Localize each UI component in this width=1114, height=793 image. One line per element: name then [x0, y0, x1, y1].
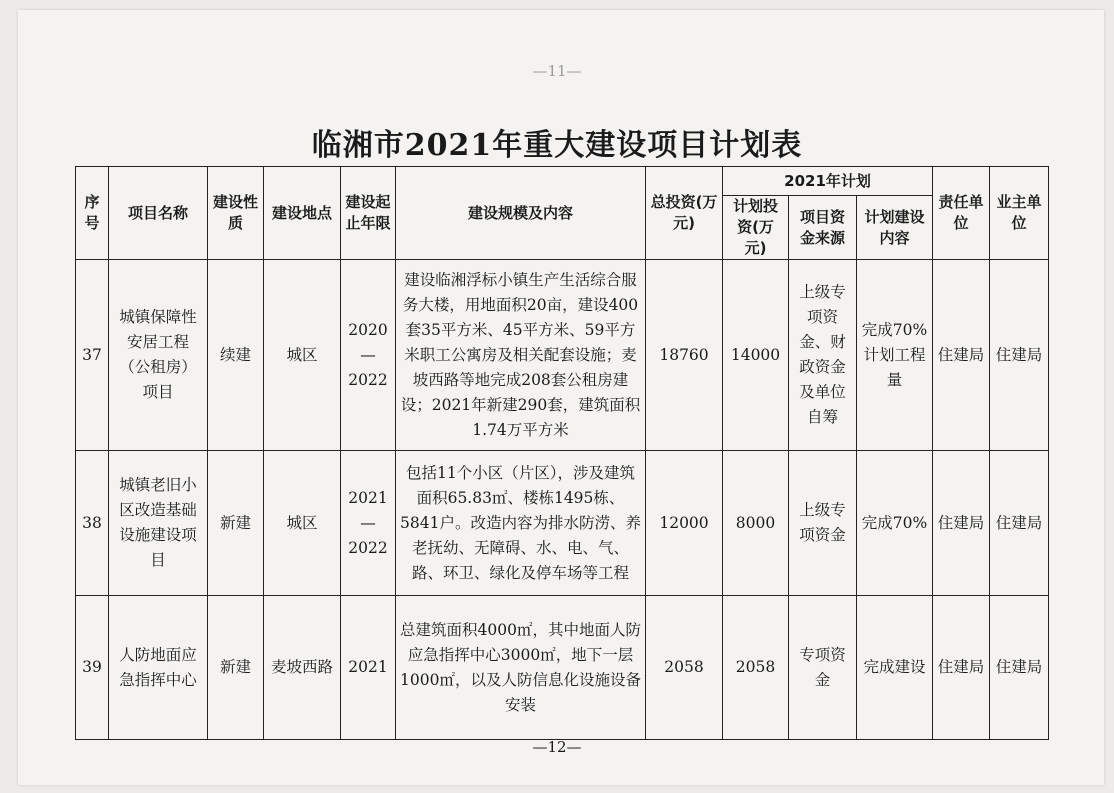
cell-scale: 包括11个小区（片区），涉及建筑面积65.83㎡、楼栋1495栋、5841户。改造内容为排水防涝、养老抚幼、无障碍、水、电、气、路、环卫、绿化及停车场等工程 [396, 451, 646, 596]
cell-responsible: 住建局 [933, 260, 990, 451]
cell-plan-content: 完成建设 [857, 596, 933, 740]
cell-scale: 总建筑面积4000㎡，其中地面人防应急指挥中心3000㎡，地下一层1000㎡，以及人防信息化设施设备安装 [396, 596, 646, 740]
header-seq: 序号 [76, 167, 109, 260]
cell-name: 城镇保障性安居工程（公租房）项目 [109, 260, 208, 451]
cell-location: 麦坡西路 [264, 596, 341, 740]
cell-nature: 新建 [208, 451, 264, 596]
cell-seq: 39 [76, 596, 109, 740]
header-name: 项目名称 [109, 167, 208, 260]
cell-scale: 建设临湘浮标小镇生产生活综合服务大楼，用地面积20亩，建设400套35平方米、45平方米、59平方米职工公寓房及相关配套设施；麦坡西路等地完成208套公租房建设；2021年新建290套，建筑面积1.74万平方米 [396, 260, 646, 451]
header-plan-invest: 计划投资(万元) [723, 196, 789, 260]
cell-plan-content: 完成70% [857, 451, 933, 596]
cell-owner: 住建局 [990, 451, 1049, 596]
cell-nature: 续建 [208, 260, 264, 451]
cell-responsible: 住建局 [933, 596, 990, 740]
header-responsible: 责任单位 [933, 167, 990, 260]
cell-location: 城区 [264, 260, 341, 451]
cell-fund-source: 专项资金 [789, 596, 857, 740]
cell-total-invest: 18760 [646, 260, 723, 451]
cell-period: 2020—2022 [341, 260, 396, 451]
header-plan-2021: 2021年计划 [723, 167, 933, 196]
table-row [76, 596, 1049, 740]
cell-total-invest: 2058 [646, 596, 723, 740]
bleed-through-page-number: —11— [532, 62, 582, 80]
cell-plan-content: 完成70%计划工程量 [857, 260, 933, 451]
header-row-1 [76, 167, 1049, 196]
cell-seq: 38 [76, 451, 109, 596]
header-total-invest: 总投资(万元) [646, 167, 723, 260]
table-row [76, 260, 1049, 451]
header-fund-source: 项目资金来源 [789, 196, 857, 260]
header-location: 建设地点 [264, 167, 341, 260]
cell-owner: 住建局 [990, 260, 1049, 451]
document-title: 临湘市2021年重大建设项目计划表 [311, 128, 803, 163]
project-plan-table [75, 166, 1049, 740]
header-plan-content: 计划建设内容 [857, 196, 933, 260]
cell-owner: 住建局 [990, 596, 1049, 740]
cell-fund-source: 上级专项资金、财政资金及单位自筹 [789, 260, 857, 451]
cell-seq: 37 [76, 260, 109, 451]
cell-location: 城区 [264, 451, 341, 596]
cell-plan-invest: 8000 [723, 451, 789, 596]
cell-nature: 新建 [208, 596, 264, 740]
cell-name: 人防地面应急指挥中心 [109, 596, 208, 740]
header-period: 建设起止年限 [341, 167, 396, 260]
header-nature: 建设性质 [208, 167, 264, 260]
cell-plan-invest: 14000 [723, 260, 789, 451]
cell-plan-invest: 2058 [723, 596, 789, 740]
table-row [76, 451, 1049, 596]
cell-period: 2021—2022 [341, 451, 396, 596]
cell-total-invest: 12000 [646, 451, 723, 596]
cell-fund-source: 上级专项资金 [789, 451, 857, 596]
cell-responsible: 住建局 [933, 451, 990, 596]
header-scale: 建设规模及内容 [396, 167, 646, 260]
cell-name: 城镇老旧小区改造基础设施建设项目 [109, 451, 208, 596]
page-number: —12— [532, 738, 582, 756]
header-owner: 业主单位 [990, 167, 1049, 260]
cell-period: 2021 [341, 596, 396, 740]
